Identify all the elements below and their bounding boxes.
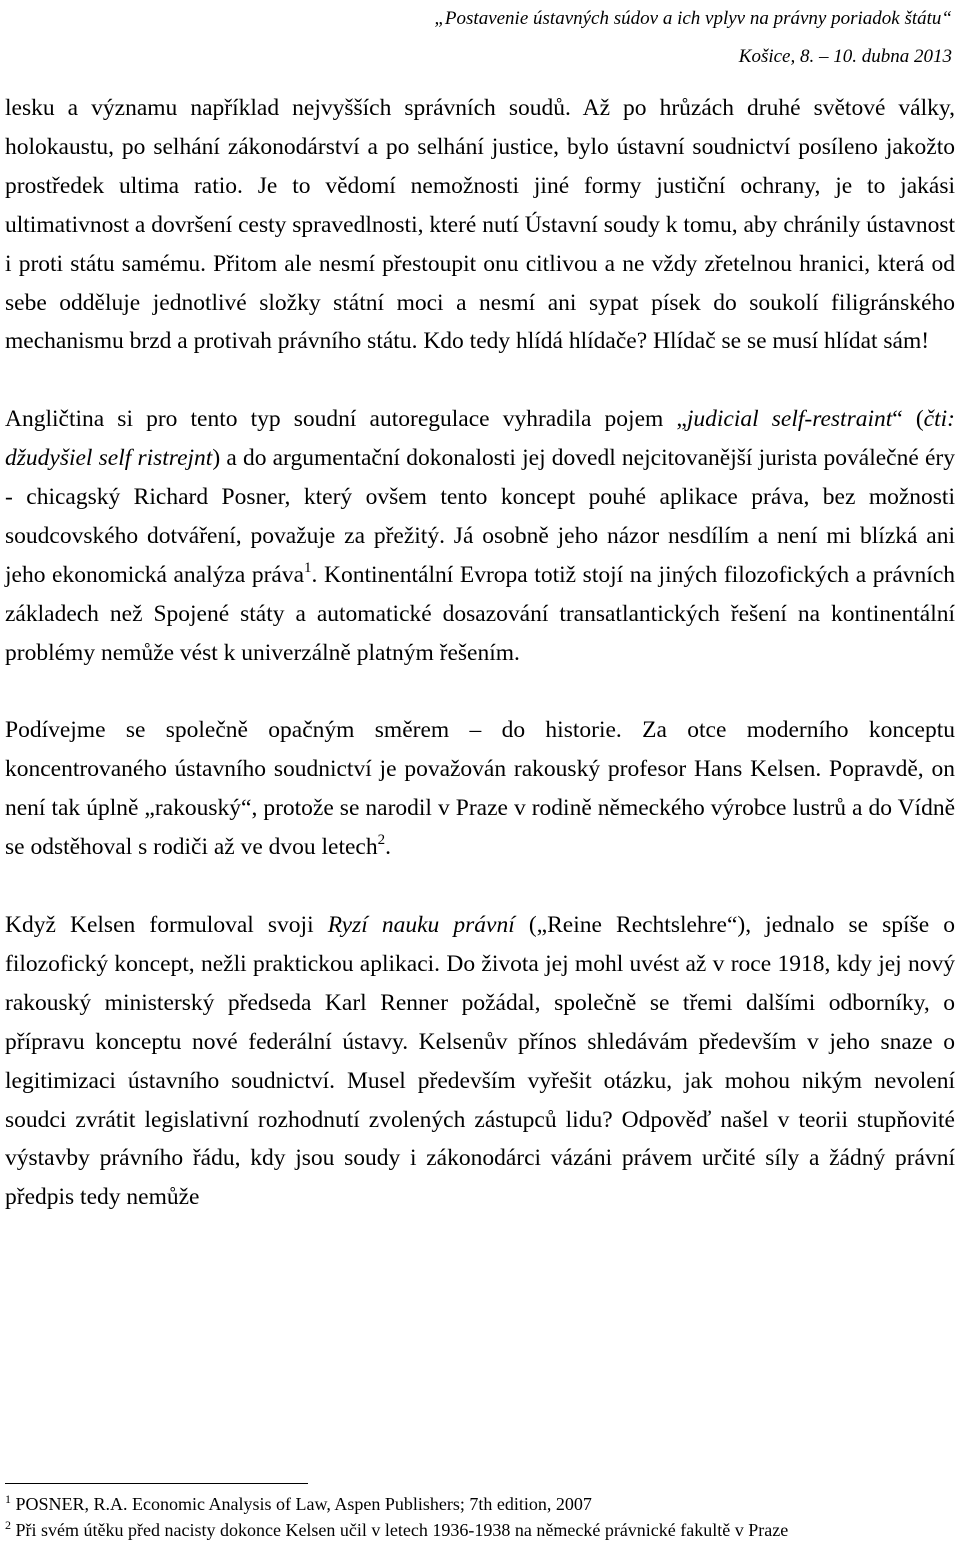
page-body: [5, 89, 955, 1217]
footnote-1: $^1$ POSNER, R.A. Economic Analysis of Law, Aspen Publishers; 7th edition, 2007: [5, 1492, 592, 1514]
paragraph-1: lesku a významu například nejvyšších správních soudů. Až po hrůzách druhé světové války, holokaustu, po selhání zákonodárství a po selhání justice, bylo ústavní soudnictví posíleno jakožto prostředek ultima ratio. Je to vědomí nemožnosti jiné formy justiční ochrany, je to jakási ultimativnost a dovršení cesty spravedlnosti, které nutí Ústavní soudy k tomu, aby chránily ústavnost i proti státu samému. Přitom ale nesmí přestoupit onu citlivou a ne vždy zřetelnou hranici, která od sebe odděluje jednotlivé složky státní moci a nesmí ani sypat písek do soukolí filigránského mechanismu brzd a protivah právního státu. Kdo tedy hlídá hlídače? Hlídač se se musí hlídat sám!: [5, 95, 955, 355]
footnote-ref-2[interactable]: 2: [377, 832, 386, 849]
term-judicial-self-restraint: judicial self-restraint: [686, 406, 893, 433]
paragraph-3: Podívejme se společně opačným směrem – do historie. Za otce moderního konceptu koncentrovaného ústavního soudnictví je považován rakouský profesor Hans Kelsen. Popravdě, on není tak úplně „rakouský“, protože se narodil v Praze v rodině německého výrobce lustrů a do Vídně se odstěhoval s rodiči až ve dvou letech$^2$.: [5, 717, 955, 861]
work-title: Ryzí nauku právní: [327, 911, 515, 938]
paragraph-4: Když Kelsen formuloval svoji Ryzí nauku právní („Reine Rechtslehre“), jednalo se spíše o filozofický koncept, nežli praktickou aplikaci. Do života jej mohl uvést až v roce 1918, kdy jej nový rakouský ministerský předseda Karl Renner požádal, společně se třemi dalšími odborníky, o přípravu konceptu nové federální ústavy. Kelsenův přínos shledávám především v jeho snaze o legitimizaci ústavního soudnictví. Musel především vyřešit otázku, jak mohou nikým nevolení soudci zvrátit legislativní rozhodnutí zvolených zástupců lidu? Odpověď našel v teorii stupňovité výstavby právního řádu, kdy jsou soudy i zákonodárci vázáni právem určité síly a žádný právní předpis tedy nemůže: [5, 911, 955, 1211]
footnote-ref-1[interactable]: 1: [304, 559, 312, 576]
pronunciation-note: čti: džudyšiel self ristrejnt: [5, 406, 955, 472]
header-title: „Postavenie ústavných súdov a ich vplyv na právny poriadok štátu“: [434, 8, 952, 29]
footnotes: [5, 1491, 955, 1543]
header-place-date: Košice, 8. – 10. dubna 2013: [738, 46, 952, 67]
footnote-2: $^2$ Při svém útěku před nacisty dokonce Kelsen učil v letech 1936-1938 na německé právnické fakultě v Praze: [5, 1518, 789, 1540]
paragraph-2: Angličtina si pro tento typ soudní autoregulace vyhradila pojem „judicial self-restraint“ (čti: džudyšiel self ristrejnt) a do argumentační dokonalosti jej dovedl nejcitovanější jurista poválečné éry - chicagský Richard Posner, který ovšem tento koncept pouhé aplikace práva, bez možnosti soudcovského dotváření, považuje za přežitý. Já osobně jeho názor nesdílím a není mi blízká ani jeho ekonomická analýza práva$^1$. Kontinentální Evropa totiž stojí na jiných filozofických a právních základech než Spojené státy a automatické dosazování transatlantických řešení na kontinentální problémy nemůže vést k univerzálně platným řešením.: [5, 406, 955, 666]
running-header: [434, 0, 952, 76]
footnote-separator: [5, 1483, 308, 1484]
